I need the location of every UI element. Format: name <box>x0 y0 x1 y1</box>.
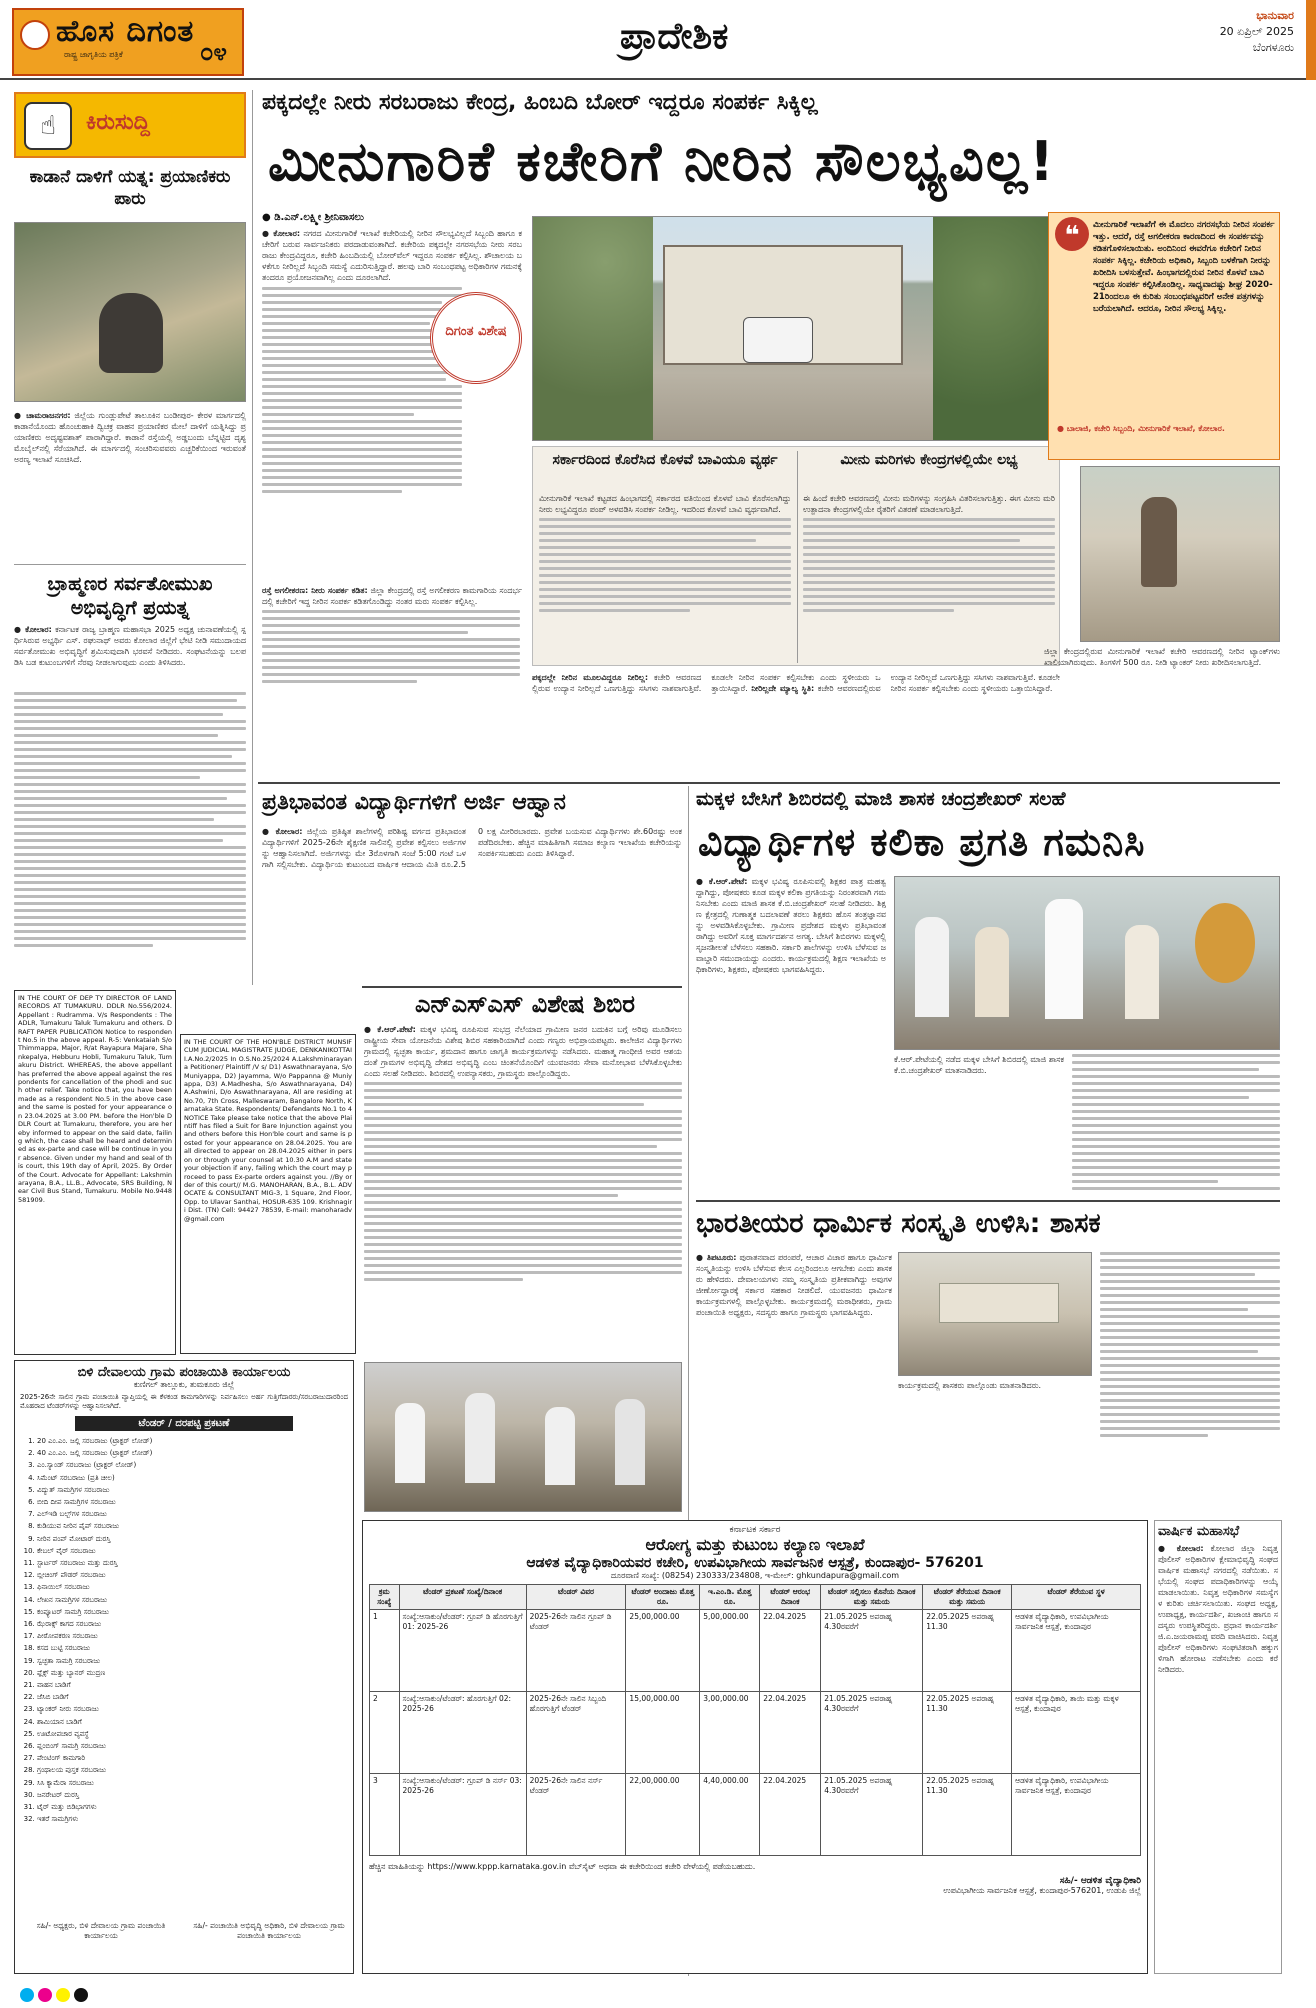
culture-headline: ಭಾರತೀಯರ ಧಾರ್ಮಿಕ ಸಂಸ್ಕೃತಿ ಉಳಿಸಿ: ಶಾಸಕ <box>696 1208 1101 1239</box>
person-figure-nss-2 <box>465 1393 495 1483</box>
date-label: 20 ಏಪ್ರಿಲ್ 2025 <box>1219 25 1294 38</box>
table-cell: 22.04.2025 <box>760 1610 821 1692</box>
lead-body-2 <box>262 585 522 705</box>
portrait-frame <box>1195 903 1255 983</box>
tender-item: 16. ಝೆರಾಕ್ಸ್ ಕಾಗದ ಸರಬರಾಜು <box>37 1618 349 1630</box>
table-cell: 22,00,000.00 <box>626 1774 700 1856</box>
tender-item: 26. ಪ್ಲಂಬಿಂಗ್ ಸಾಮಗ್ರಿ ಸರಬರಾಜು <box>37 1740 349 1752</box>
tender-column-header: ಟೆಂಡರ್ ಸಲ್ಲಿಸಲು ಕೊನೆಯ ದಿನಾಂಕ ಮತ್ತು ಸಮಯ <box>821 1585 923 1610</box>
gp-title: ಬಿಳಿ ದೇವಾಲಯ ಗ್ರಾಮ ಪಂಚಾಯಿತಿ ಕಾರ್ಯಾಲಯ <box>77 1365 291 1380</box>
pratibha-headline: ಪ್ರತಿಭಾವಂತ ವಿದ್ಯಾರ್ಥಿಗಳಿಗೆ ಅರ್ಜಿ ಆಹ್ವಾನ <box>262 790 566 815</box>
stage-figure <box>939 1283 1059 1323</box>
table-cell: 22.04.2025 <box>760 1774 821 1856</box>
brahmana-text: ಕರ್ನಾಟಕ ರಾಜ್ಯ ಬ್ರಾಹ್ಮಣ ಮಹಾಸಭಾ 2025 ಅಧ್ಯಕ್ಷ ಚುನಾವಣೆಯಲ್ಲಿ ಸ್ಪರ್ಧಿಸಿರುವ ಅಭ್ಯರ್ಥಿ ಎಸ್. ರಘುನಾಥ್ ಅವರು ಕೋಲಾರ ಜಿಲ್ಲೆಗೆ ಭೇಟಿ ನೀಡಿ ಸಮುದಾಯದ ಸರ್ವತೋಮುಖ ಅಭಿವೃದ್ಧಿಗೆ ಶ್ರಮಿಸುವುದಾಗಿ ಭರವಸೆ ನೀಡಿದರು. ಸಂಘಟನೆಯನ್ನು ಬಲಪಡಿಸಿ ಬಡ ಕುಟುಂಬಗಳಿಗೆ ನೆರವು ನೀಡಲಾಗುವುದು ಎಂದು ತಿಳಿಸಿದರು. <box>14 625 246 667</box>
table-cell: 2025-26ನೇ ಸಾಲಿನ ನರ್ಸ್ ಟೆಂಡರ್ <box>526 1774 626 1856</box>
tender-item: 27. ಪೇಂಟಿಂಗ್ ಕಾಮಗಾರಿ <box>37 1752 349 1764</box>
lead-body <box>262 228 522 583</box>
table-cell: ಆಡಳಿತ ವೈದ್ಯಾಧಿಕಾರಿ, ಉಪವಿಭಾಗೀಯ ಸಾರ್ವಜನಿಕ ಆಸ್ಪತ್ರೆ, ಕುಂದಾಪುರ <box>1012 1610 1141 1692</box>
gp-sign-2: ಸಹಿ/- ಪಂಚಾಯಿತಿ ಅಭಿವೃದ್ಧಿ ಅಧಿಕಾರಿ, ಬಿಳಿ ದೇವಾಲಯ ಗ್ರಾಮ ಪಂಚಾಯಿತಿ ಕಾರ್ಯಾಲಯ <box>193 1921 345 1940</box>
table-cell: 1 <box>370 1610 400 1692</box>
culture-text-lines <box>1100 1252 1280 1462</box>
gp-sign-1: ಸಹಿ/- ಅಧ್ಯಕ್ಷರು, ಬಿಳಿ ದೇವಾಲಯ ಗ್ರಾಮ ಪಂಚಾಯಿತಿ ಕಾರ್ಯಾಲಯ <box>36 1921 166 1940</box>
black-registration-mark <box>74 1988 88 2002</box>
person-figure-nss-1 <box>395 1403 425 1483</box>
tree-figure-left <box>533 217 653 441</box>
tender-item: 14. ಲೇಖನ ಸಾಮಗ್ರಿಗಳ ಸರಬರಾಜು <box>37 1594 349 1606</box>
education-headline: ವಿದ್ಯಾರ್ಥಿಗಳ ಕಲಿಕಾ ಪ್ರಗತಿ ಗಮನಿಸಿ <box>698 820 1146 864</box>
elephant-photo <box>14 222 246 402</box>
tender-table-header <box>370 1585 1141 1610</box>
box1-headline: ಸರ್ಕಾರದಿಂದ ಕೊರೆಸಿದ ಕೊಳವೆ ಬಾವಿಯೂ ವ್ಯರ್ಥ <box>552 452 778 468</box>
nss-photo <box>364 1362 682 1512</box>
education-body-cont <box>1072 1054 1280 1196</box>
tender-item: 7. ಎಲ್‌ಇಡಿ ಬಲ್ಬ್‌ಗಳ ಸರಬರಾಜು <box>37 1508 349 1520</box>
culture-dateline: ● ತಿಪಟೂರು: <box>696 1253 737 1262</box>
tender-sign: ಸಹಿ/- ಆಡಳಿತ ವೈದ್ಯಾಧಿಕಾರಿ <box>1059 1876 1141 1886</box>
gp-band: ಟೆಂಡರ್ / ದರಪಟ್ಟಿ ಪ್ರಕಟಣೆ <box>75 1416 293 1431</box>
tender-item: 10. ಕೇಬಲ್ ವೈರ್ ಸರಬರಾಜು <box>37 1545 349 1557</box>
education-caption: ಕೆ.ಆರ್.ಪೇಟೆಯಲ್ಲಿ ನಡೆದ ಮಕ್ಕಳ ಬೇಸಿಗೆ ಶಿಬಿರದಲ್ಲಿ ಮಾಜಿ ಶಾಸಕ ಕೆ.ಬಿ.ಚಂದ್ರಶೇಖರ್ ಮಾತನಾಡಿದರು. <box>894 1055 1064 1075</box>
table-cell: 2025-26ನೇ ಸಾಲಿನ ಗ್ರೂಪ್ ಡಿ ಟೆಂಡರ್ <box>526 1610 626 1692</box>
table-cell: 22.05.2025 ಅಪರಾಹ್ನ 11.30 <box>923 1692 1012 1774</box>
brahmana-dateline: ● ಕೋಲಾರ: <box>14 625 52 634</box>
gp-item-list <box>15 1433 353 1826</box>
tender-table-body <box>370 1610 1141 1856</box>
tender-item: 25. ಊಟೋಪಚಾರ ವ್ಯವಸ್ಥೆ <box>37 1728 349 1740</box>
tender-item: 22. ಜೆಸಿಬಿ ಬಾಡಿಗೆ <box>37 1691 349 1703</box>
quote-mark-icon: ❝ <box>1055 217 1089 251</box>
special-badge: ದಿಗಂತ ವಿಶೇಷ <box>430 292 522 384</box>
table-cell: 3,00,000.00 <box>700 1692 760 1774</box>
pratibha-body <box>262 826 682 986</box>
lead-sidebar-boxes <box>532 446 1060 666</box>
tender-office: ಆಡಳಿತ ವೈದ್ಯಾಧಿಕಾರಿಯವರ ಕಚೇರಿ, ಉಪವಿಭಾಗೀಯ ಸಾರ್ವಜನಿಕ ಆಸ್ಪತ್ರೆ, ಕುಂದಾಪುರ- 576201 <box>526 1555 984 1571</box>
lead-sub3: ನೀರಿಲ್ಲದೇ ಮ್ಯಾಲ್ಯ ಸ್ಥಿತಿ: <box>751 684 815 693</box>
tender-item: 8. ಕುಡಿಯುವ ನೀರಿನ ಪೈಪ್ ಸರಬರಾಜು <box>37 1520 349 1532</box>
court-notice-1-text: IN THE COURT OF DEP TY DIRECTOR OF LAND RECORDS AT TUMAKURU. DDLR No.556/2024. Appellant : Rudramma. V/s Respondents : The ADLR, Tumakuru Taluk Tumakuru and others. DRAFT PAPER PUBLICATION Notice to respondent No.5 in the above appeal. R-5: Venkataiah S/o Thimmappa, Major, R/at Rayapura Majare, Shankepalya, Hebburu Hobli, Tumakuru Taluk, Tumakuru District. WHEREAS, the above appellant has preferred the above appeal against the respondents for cancellation of the phodi and such other relief. Take notice that, you have been made as a respondent No.5 in the above case and the same is posted for your appearance on 23.04.2025 at 3.00 PM. before the Hon'ble DDLR Court at Tumakuru, therefore, you are hereby informed to appear on the said date, failing which, the case shall be heard and determined as ex-parte and case will be continue in your absence. Given under my hand and seal of this court, this 19th day of April, 2025. By Order of the Court. Advocate for Appellant: Lakshminarayana, B.A., LL.B., Advocate, SRS Building, Near Civil Bus Stand, Tumakuru. Mobile No.9448581909. <box>18 994 172 1204</box>
speaker-figure <box>1045 899 1083 1019</box>
paper-tagline: ರಾಷ್ಟ್ರ ಜಾಗೃತಿಯ ಪತ್ರಿಕೆ <box>64 50 123 59</box>
tender-item: 4. ಸಿಮೆಂಟ್ ಸರಬರಾಜು (ಪ್ರತಿ ಚೀಲ) <box>37 1472 349 1484</box>
tender-column-header: ಟೆಂಡರ್ ಅಂದಾಜು ಮೊತ್ತ ರೂ. <box>626 1585 700 1610</box>
nss-dateline: ● ಕೆ.ಆರ್.ಪೇಟೆ: <box>364 1025 416 1034</box>
nss-text: ಮಕ್ಕಳ ಭವಿಷ್ಯ ರೂಪಿಸುವ ಸುಭದ್ರ ನೆಲೆಯಾದ ಗ್ರಾಮೀಣ ಜನರ ಬದುಕಿನ ಬಗ್ಗೆ ಅರಿವು ಮೂಡಿಸಲು ರಾಷ್ಟ್ರೀಯ ಸೇವಾ ಯೋಜನೆಯ ವಿಶೇಷ ಶಿಬಿರ ಸಹಕಾರಿಯಾಗಿದೆ ಎಂದು ಗಣ್ಯರು ಅಭಿಪ್ರಾಯಪಟ್ಟರು. ಕಾಲೇಜಿನ ವಿದ್ಯಾರ್ಥಿಗಳು ಗ್ರಾಮದಲ್ಲಿ ಸ್ವಚ್ಛತಾ ಕಾರ್ಯ, ಶ್ರಮದಾನ ಹಾಗೂ ಜಾಗೃತಿ ಕಾರ್ಯಕ್ರಮಗಳನ್ನು ನಡೆಸಿದರು. ಮಹಾತ್ಮ ಗಾಂಧೀಜಿ ಅವರ ಆಶಯದಂತೆ ಗ್ರಾಮಗಳ ಅಭಿವೃದ್ಧಿ ದೇಶದ ಅಭಿವೃದ್ಧಿ ಎಂಬ ಚಿಂತನೆಯೊಂದಿಗೆ ಯುವಜನರು ಸೇವಾ ಮನೋಭಾವ ಬೆಳೆಸಿಕೊಳ್ಳಬೇಕು ಎಂದು ಸಲಹೆ ನೀಡಿದರು. ಶಿಬಿರದಲ್ಲಿ ಉಪನ್ಯಾಸಕರು, ಗ್ರಾಮಸ್ಥರು ಪಾಲ್ಗೊಂಡಿದ್ದರು. <box>364 1025 682 1078</box>
agm-column <box>1154 1520 1282 1974</box>
tender-item: 1. 20 ಎಂ.ಎಂ. ಜಲ್ಲಿ ಸರಬರಾಜು (ಟ್ರಾಕ್ಟರ್ ಲೋಡ್) <box>37 1435 349 1447</box>
lamp-icon <box>20 20 50 50</box>
nss-body <box>364 1024 682 1359</box>
person-figure-2 <box>975 927 1009 1017</box>
lead-dateline: ● ಕೋಲಾರ: <box>262 229 301 238</box>
tender-item: 11. ಸ್ಟಾರ್ಟರ್ ಸರಬರಾಜು ಮತ್ತು ದುರಸ್ತಿ <box>37 1557 349 1569</box>
tender-item: 6. ಬೀದಿ ದೀಪ ಸಾಮಗ್ರಿಗಳ ಸರಬರಾಜು <box>37 1496 349 1508</box>
tender-item: 12. ಬ್ಲೀಚಿಂಗ್ ಪೌಡರ್ ಸರಬರಾಜು <box>37 1569 349 1581</box>
table-cell: 2025-26ನೇ ಸಾಲಿನ ಸಿಬ್ಬಂದಿ ಹೊರಗುತ್ತಿಗೆ ಟೆಂಡರ್ <box>526 1692 626 1774</box>
box1-body <box>539 493 791 663</box>
kiru-suddi-dateline: ● ಚಾಮರಾಜನಗರ: <box>14 411 71 420</box>
pratibha-dateline: ● ಕೋಲಾರ: <box>262 827 303 836</box>
lead-body-3 <box>532 672 1060 782</box>
culture-body-cont <box>1100 1252 1280 1462</box>
culture-photo <box>898 1252 1092 1376</box>
quote-text: ಮೀನುಗಾರಿಕೆ ಇಲಾಖೆಗೆ ಈ ಮೊದಲು ನಗರಸಭೆಯ ನೀರಿನ ಸಂಪರ್ಕ ಇತ್ತು. ಆದರೆ, ರಸ್ತೆ ಅಗಲೀಕರಣ ಕಾರಣದಿಂದ ಈ ಸಂಪರ್ಕವನ್ನು ಕಡಿತಗೊಳಿಸಲಾಯಿತು. ಅಂದಿನಿಂದ ಈವರೆಗೂ ಕಚೇರಿಗೆ ನೀರಿನ ಸಂಪರ್ಕ ಸಿಕ್ಕಿಲ್ಲ. ಕಚೇರಿಯ ಅಧಿಕಾರಿ, ಸಿಬ್ಬಂದಿ ಬಳಕೆಗಾಗಿ ನೀರನ್ನು ಖರೀದಿಸಿ ಬಳಸುತ್ತೇವೆ. ಹಿಂಭಾಗದಲ್ಲಿರುವ ನೀರಿನ ಕೊಳವೆ ಬಾವಿ ಇದ್ದರೂ ಸಂಪರ್ಕ ಕಲ್ಪಿಸಿಕೊಂಡಿಲ್ಲ. ಸಾಧ್ಯವಾದಷ್ಟು ಶೀಘ್ರ 2020-21ರಿಂದಲೂ ಈ ಕುರಿತು ಸಂಬಂಧಪಟ್ಟವರಿಗೆ ಅನೇಕ ಪತ್ರಗಳನ್ನು ಬರೆಯಲಾಗಿದೆ. ಆದರೂ, ನೀರಿನ ಸೌಲಭ್ಯ ಸಿಕ್ಕಿಲ್ಲ. <box>1093 220 1275 314</box>
tender-table <box>369 1584 1141 1856</box>
brahmana-body-cont <box>14 692 246 982</box>
tender-item: 29. ಸಿಸಿ ಕ್ಯಾಮೆರಾ ಸರಬರಾಜು <box>37 1777 349 1789</box>
tender-item: 5. ವಿದ್ಯುತ್ ಸಾಮಗ್ರಿಗಳ ಸರಬರಾಜು <box>37 1484 349 1496</box>
tender-item: 30. ಜನರೇಟರ್ ದುರಸ್ತಿ <box>37 1789 349 1801</box>
table-cell: 21.05.2025 ಅಪರಾಹ್ನ 4.30ರವರೆಗೆ <box>821 1692 923 1774</box>
tender-item: 31. ಟೈರ್ ಮತ್ತು ಬಿಡಿಭಾಗಗಳು <box>37 1801 349 1813</box>
kiru-suddi-label: ಕಿರುಸುದ್ದಿ <box>86 110 150 135</box>
section-title: ಪ್ರಾದೇಶಿಕ <box>620 16 729 57</box>
agm-headline: ವಾರ್ಷಿಕ ಮಹಾಸಭೆ <box>1158 1524 1240 1539</box>
yellow-registration-mark <box>56 1988 70 2002</box>
quote-attribution: ● ಬಾಲಾಜಿ, ಕಚೇರಿ ಸಿಬ್ಬಂದಿ, ಮೀನುಗಾರಿಕೆ ಇಲಾಖೆ, ಕೋಲಾರ. <box>1057 424 1225 433</box>
table-row <box>370 1610 1141 1692</box>
culture-body <box>696 1252 892 1462</box>
magenta-registration-mark <box>38 1988 52 2002</box>
kiru-suddi-banner <box>14 92 246 158</box>
table-cell: 3 <box>370 1774 400 1856</box>
gp-tender-notice <box>14 1360 354 1974</box>
person-figure-nss-3 <box>545 1407 575 1485</box>
kiru-suddi-column <box>14 92 246 692</box>
accent-strip <box>1306 0 1316 80</box>
pratibha-text: ಜಿಲ್ಲೆಯ ಪ್ರತಿಷ್ಠಿತ ಶಾಲೆಗಳಲ್ಲಿ ಪರಿಶಿಷ್ಟ ವರ್ಗದ ಪ್ರತಿಭಾವಂತ ವಿದ್ಯಾರ್ಥಿಗಳಿಗೆ 2025-26ನೇ ಶೈಕ್ಷಣಿಕ ಸಾಲಿನಲ್ಲಿ ಪ್ರವೇಶ ಕಲ್ಪಿಸಲು ಅರ್ಜಿಗಳನ್ನು ಆಹ್ವಾನಿಸಲಾಗಿದೆ. ಅರ್ಜಿಗಳನ್ನು ಮೇ 3ರೊಳಗಾಗಿ ಸಂಜೆ 5:00 ಗಂಟೆ ಒಳಗಾಗಿ ಸಲ್ಲಿಸಬೇಕು. ವಿದ್ಯಾರ್ಥಿಯ ಕುಟುಂಬದ ವಾರ್ಷಿಕ ಆದಾಯ ಮಿತಿ ರೂ.2.50 ಲಕ್ಷ ಮೀರಿರಬಾರದು. ಪ್ರವೇಶ ಬಯಸುವ ವಿದ್ಯಾರ್ಥಿಗಳು ಶೇ.60ರಷ್ಟು ಅಂಕ ಪಡೆದಿರಬೇಕು. ಹೆಚ್ಚಿನ ಮಾಹಿತಿಗಾಗಿ ಸಮಾಜ ಕಲ್ಯಾಣ ಇಲಾಖೆಯ ಕಚೇರಿಯನ್ನು ಸಂಪರ್ಕಿಸಬಹುದು ಎಂದು ತಿಳಿಸಿದ್ದಾರೆ. <box>262 827 682 869</box>
table-cell: 21.05.2025 ಅಪರಾಹ್ನ 4.30ರವರೆಗೆ <box>821 1610 923 1692</box>
court-notice-2-text: IN THE COURT OF THE HON'BLE DISTRICT MUNSIF CUM JUDICIAL MAGISTRATE JUDGE, DENKANIKOTTAI I.A.No.2/2025 In O.S.No.25/2024 A.Lakshminarayana Petitioner/ Plaintiff /V s/ D1) Aswathnarayana, S/o Muniyappa, D2) Jayamma, W/o Pappanna @ Muniyappa, D3) A.Madhesha, S/o Aswathnarayana, D4) A.Ashwini, D/o Aswathnarayana, All are residing at No.70, 7th Cross, Malleswaram, Bangalore North, Karnataka State. Respondents/ Defendants No.1 to 4 NOTICE Take please take notice that the above Plaintiff has filed a Suit for Bare Injunction against you and others before this Hon'ble court and same is posted for your appearance on 28.04.2025. You are all directed to appear on 28.04.2025 either in person or through your counsel at 10.30 A.M and state your objection if any, failing which the court may proceed to pass Ex-parte orders against you. //By order of this court// M.G. MANOHARAN, B.A., B.L. ADVOCATE & CONSULTANT MIG-3, 1 Square, 2nd Floor, Opp. to Ulavar Santhai, HOSUR-635 109. Krishnagiri Dist. (TN) Cell: 94427 78539, E-mail: manoharadv@gmail.com <box>184 1038 352 1223</box>
table-cell: 2 <box>370 1692 400 1774</box>
lead-subhead: ರಸ್ತೆ ಅಗಲೀಕರಣ: ನೀರು ಸಂಪರ್ಕ ಕಡಿತ: <box>262 586 368 595</box>
table-row <box>370 1692 1141 1774</box>
tender-item: 9. ನೀರಿನ ಪಂಪ್ ಮೋಟಾರ್ ದುರಸ್ತಿ <box>37 1533 349 1545</box>
nss-text-lines <box>364 1082 682 1292</box>
masthead <box>0 0 1316 80</box>
cyan-registration-mark <box>20 1988 34 2002</box>
box1-text: ಮೀನುಗಾರಿಕೆ ಇಲಾಖೆ ಕಟ್ಟಡದ ಹಿಂಭಾಗದಲ್ಲಿ ಸರ್ಕಾರದ ವತಿಯಿಂದ ಕೊಳವೆ ಬಾವಿ ಕೊರೆಸಲಾಗಿದ್ದು ನೀರು ಲಭ್ಯವಿದ್ದರೂ ಪಂಪ್ ಅಳವಡಿಸಿ ಸಂಪರ್ಕ ನೀಡಿಲ್ಲ. ಇದರಿಂದ ಕೊಳವೆ ಬಾವಿ ವ್ಯರ್ಥವಾಗಿದೆ. <box>539 494 791 514</box>
kiru-suddi-headline: ಕಾಡಾನೆ ದಾಳಿಗೆ ಯತ್ನ: ಪ್ರಯಾಣಿಕರು ಪಾರು <box>29 167 231 209</box>
page-number: ೦೪ <box>200 38 227 66</box>
lead-text-3: ಕಚೇರಿ ಆವರಣದಲ್ಲಿರುವ ಉದ್ಯಾನ ನೀರಿಲ್ಲದೆ ಒಣಗುತ್ತಿದ್ದು ಸಸಿಗಳು ನಾಶವಾಗುತ್ತಿವೆ. ಕೂಡಲೇ ನೀರಿನ ಸಂಪರ್ಕ ಕಲ್ಪಿಸಬೇಕು ಎಂದು ಸ್ಥಳೀಯರು ಒತ್ತಾಯಿಸಿದ್ದಾರೆ. <box>532 673 881 693</box>
education-kicker: ಮಕ್ಕಳ ಬೇಸಿಗೆ ಶಿಬಿರದಲ್ಲಿ ಮಾಜಿ ಶಾಸಕ ಚಂದ್ರಶೇಖರ್ ಸಲಹೆ <box>696 788 1066 810</box>
box2-lines <box>803 518 1055 628</box>
tender-footer-note: ಹೆಚ್ಚಿನ ಮಾಹಿತಿಯನ್ನು https://www.kppp.karnataka.gov.in ವೆಬ್‌ಸೈಟ್ ಅಥವಾ ಈ ಕಚೇರಿಯಿಂದ ಕಚೇರಿ ವೇಳೆಯಲ್ಲಿ ಪಡೆಯಬಹುದು. <box>369 1862 756 1871</box>
table-cell: 22.05.2025 ಅಪರಾಹ್ನ 11.30 <box>923 1774 1012 1856</box>
tender-column-header: ಟೆಂಡರ್ ತೆರೆಯುವ ಸ್ಥಳ <box>1012 1585 1141 1610</box>
agm-body <box>1158 1543 1278 1967</box>
tender-dept: ಆರೋಗ್ಯ ಮತ್ತು ಕುಟುಂಬ ಕಲ್ಯಾಣ ಇಲಾಖೆ <box>645 1535 865 1554</box>
table-cell: 22.04.2025 <box>760 1692 821 1774</box>
tender-column-header: ಇ.ಎಂ.ಡಿ. ಮೊತ್ತ ರೂ. <box>700 1585 760 1610</box>
culture-caption: ಕಾರ್ಯಕ್ರಮದಲ್ಲಿ ಶಾಸಕರು ಪಾಲ್ಗೊಂಡು ಮಾತನಾಡಿದರು. <box>898 1381 1042 1390</box>
table-cell: ಸಂಖ್ಯೆ:ಆಸಾಕುಂ/ಟೆಂಡರ್: ಗ್ರೂಪ್ ಡಿ ನರ್ಸ್ 03: 2025-26 <box>399 1774 526 1856</box>
hand-icon: ☝ <box>24 102 72 150</box>
tender-sign-2: ಉಪವಿಭಾಗೀಯ ಸಾರ್ವಜನಿಕ ಆಸ್ಪತ್ರೆ, ಕುಂದಾಪುರ-576201, ಉಡುಪಿ ಜಿಲ್ಲೆ <box>943 1886 1141 1895</box>
tender-column-header: ಟೆಂಡರ್ ವಿವರ <box>526 1585 626 1610</box>
tender-item: 23. ಟ್ಯಾಂಕರ್ ನೀರು ಸರಬರಾಜು <box>37 1703 349 1715</box>
lead-headline: ಮೀನುಗಾರಿಕೆ ಕಚೇರಿಗೆ ನೀರಿನ ಸೌಲಭ್ಯವಿಲ್ಲ! <box>268 130 1056 193</box>
person-figure-1 <box>915 917 949 1017</box>
lead-byline: ● ಡಿ.ಎನ್.ಲಕ್ಷ್ಮೀ ಶ್ರೀನಿವಾಸಲು <box>262 212 364 223</box>
agm-dateline: ● ಕೋಲಾರ: <box>1158 1544 1204 1553</box>
lead-kicker: ಪಕ್ಕದಲ್ಲೇ ನೀರು ಸರಬರಾಜು ಕೇಂದ್ರ, ಹಿಂಬದಿ ಬೋರ್ ಇದ್ದರೂ ಸಂಪರ್ಕ ಸಿಕ್ಕಿಲ್ಲ <box>262 90 818 115</box>
education-photo <box>894 876 1280 1050</box>
tank-caption: ಜಿಲ್ಲಾ ಕೇಂದ್ರದಲ್ಲಿರುವ ಮೀನುಗಾರಿಕೆ ಇಲಾಖೆ ಕಚೇರಿ ಆವರಣದಲ್ಲಿ ನೀರಿನ ಟ್ಯಾಂಕ್‌ಗಳು ಖಾಲಿಯಾಗಿರುವುದು. ತಿಂಗಳಿಗೆ 500 ರೂ. ನೀಡಿ ಟ್ಯಾಂಕರ್ ನೀರು ಖರೀದಿಸಲಾಗುತ್ತಿದೆ. <box>1044 647 1280 667</box>
tender-column-header: ಟೆಂಡರ್ ಪ್ರಕಟಣೆ ಸಂಖ್ಯೆ/ದಿನಾಂಕ <box>399 1585 526 1610</box>
tender-column-header: ಟೆಂಡರ್ ಆರಂಭ ದಿನಾಂಕ <box>760 1585 821 1610</box>
tender-item: 20. ಫ್ಲೆಕ್ಸ್ ಮತ್ತು ಬ್ಯಾನರ್ ಮುದ್ರಣ <box>37 1667 349 1679</box>
education-dateline: ● ಕೆ.ಆರ್.ಪೇಟೆ: <box>696 877 748 886</box>
nss-headline: ಎನ್‌ಎಸ್‌ಎಸ್ ವಿಶೇಷ ಶಿಬಿರ <box>415 990 635 1018</box>
lead-text: ನಗರದ ಮೀನುಗಾರಿಕೆ ಇಲಾಖೆ ಕಚೇರಿಯಲ್ಲಿ ನೀರಿನ ಸೌಲಭ್ಯವಿಲ್ಲದೆ ಸಿಬ್ಬಂದಿ ಹಾಗೂ ಕಚೇರಿಗೆ ಬರುವ ಸಾರ್ವಜನಿಕರು ಪರದಾಡುವಂತಾಗಿದೆ. ಕಚೇರಿಯ ಪಕ್ಕದಲ್ಲೇ ನಗರಸಭೆಯ ನೀರು ಸರಬರಾಜು ಕೇಂದ್ರವಿದ್ದರೂ, ಕಚೇರಿ ಹಿಂಬದಿಯಲ್ಲಿ ಬೋರ್‌ವೆಲ್ ಇದ್ದರೂ ಸಂಪರ್ಕ ಕಲ್ಪಿಸಿಲ್ಲ. ಶೌಚಾಲಯ ಬಳಕೆಗೂ ನೀರಿಲ್ಲದೆ ಸಿಬ್ಬಂದಿ ಸಮಸ್ಯೆ ಎದುರಿಸುತ್ತಿದ್ದಾರೆ. ಹಲವು ಬಾರಿ ಸಂಬಂಧಪಟ್ಟ ಅಧಿಕಾರಿಗಳ ಗಮನಕ್ಕೆ ತಂದರೂ ಪ್ರಯೋಜನವಾಗಿಲ್ಲ ಎಂದು ದೂರಲಾಗಿದೆ. <box>262 229 522 282</box>
lead-text-lines-2 <box>262 610 520 690</box>
tender-item: 32. ಇತರೆ ಸಾಮಗ್ರಿಗಳು <box>37 1813 349 1825</box>
tender-item: 15. ಕಂಪ್ಯೂಟರ್ ಸಾಮಗ್ರಿ ಸರಬರಾಜು <box>37 1606 349 1618</box>
gp-intro: 2025-26ನೇ ಸಾಲಿನ ಗ್ರಾಮ ಪಂಚಾಯಿತಿ ವ್ಯಾಪ್ತಿಯಲ್ಲಿ ಈ ಕೆಳಕಂಡ ಕಾಮಗಾರಿಗಳನ್ನು ನಿರ್ವಹಿಸಲು ಅರ್ಹ ಗುತ್ತಿಗೆದಾರರು/ಸರಬರಾಜುದಾರರಿಂದ ಮೊಹರಾದ ಟೆಂಡರ್‌ಗಳನ್ನು ಆಹ್ವಾನಿಸಲಾಗಿದೆ. <box>20 1393 348 1410</box>
elephant-figure <box>99 293 163 373</box>
box2-body <box>803 493 1055 663</box>
table-cell: 4,40,000.00 <box>700 1774 760 1856</box>
brahmana-text-lines <box>14 692 246 982</box>
quote-box <box>1048 212 1280 460</box>
city-label: ಬೆಂಗಳೂರು <box>1252 41 1294 54</box>
tender-item: 24. ಶಾಮಿಯಾನ ಬಾಡಿಗೆ <box>37 1716 349 1728</box>
tender-item: 2. 40 ಎಂ.ಎಂ. ಜಲ್ಲಿ ಸರಬರಾಜು (ಟ್ರಾಕ್ಟರ್ ಲೋಡ್) <box>37 1447 349 1459</box>
person-figure-3 <box>1125 925 1159 1019</box>
paper-name: ಹೊಸ ದಿಗಂತ <box>56 14 195 49</box>
tender-column-header: ಟೆಂಡರ್ ತೆರೆಯುವ ದಿನಾಂಕ ಮತ್ತು ಸಮಯ <box>923 1585 1012 1610</box>
tender-item: 3. ಎಂ.ಸ್ಯಾಂಡ್ ಸರಬರಾಜು (ಟ್ರಾಕ್ಟರ್ ಲೋಡ್) <box>37 1459 349 1471</box>
tender-item: 19. ಸ್ವಚ್ಛತಾ ಸಾಮಗ್ರಿ ಸರಬರಾಜು <box>37 1655 349 1667</box>
education-text-lines <box>1072 1054 1280 1196</box>
table-cell: ಸಂಖ್ಯೆ:ಆಸಾಕುಂ/ಟೆಂಡರ್: ಹೊರಗುತ್ತಿಗೆ 02: 2025-26 <box>399 1692 526 1774</box>
day-label: ಭಾನುವಾರ <box>1256 9 1294 22</box>
table-cell: ಆಡಳಿತ ವೈದ್ಯಾಧಿಕಾರಿ, ಉಪವಿಭಾಗೀಯ ಸಾರ್ವಜನಿಕ ಆಸ್ಪತ್ರೆ, ಕುಂದಾಪುರ <box>1012 1774 1141 1856</box>
tender-column-header: ಕ್ರಮ ಸಂಖ್ಯೆ <box>370 1585 400 1610</box>
culture-text: ಪುರಾತನವಾದ ಪರಂಪರೆ, ಆಚಾರ ವಿಚಾರ ಹಾಗೂ ಧಾರ್ಮಿಕ ಸಂಸ್ಕೃತಿಯನ್ನು ಉಳಿಸಿ ಬೆಳೆಸುವ ಕೆಲಸ ಎಲ್ಲರಿಂದಲೂ ಆಗಬೇಕು ಎಂದು ಶಾಸಕರು ಹೇಳಿದರು. ದೇವಾಲಯಗಳು ನಮ್ಮ ಸಂಸ್ಕೃತಿಯ ಪ್ರತೀಕವಾಗಿದ್ದು ಅವುಗಳ ಜೀರ್ಣೋದ್ಧಾರಕ್ಕೆ ಸರ್ಕಾರ ಸಹಕಾರ ನೀಡಲಿದೆ. ಯುವಜನರು ಧಾರ್ಮಿಕ ಕಾರ್ಯಕ್ರಮಗಳಲ್ಲಿ ಪಾಲ್ಗೊಳ್ಳಬೇಕು. ಕಾರ್ಯಕ್ರಮದಲ್ಲಿ ಮಠಾಧೀಶರು, ಗ್ರಾಮ ಪಂಚಾಯಿತಿ ಅಧ್ಯಕ್ಷರು, ಸದಸ್ಯರು ಹಾಗೂ ಗ್ರಾಮಸ್ಥರು ಭಾಗವಹಿಸಿದ್ದರು. <box>696 1253 892 1317</box>
agm-text: ಕೋಲಾರ ಜಿಲ್ಲಾ ನಿವೃತ್ತ ಪೊಲೀಸ್ ಅಧಿಕಾರಿಗಳ ಕ್ಷೇಮಾಭಿವೃದ್ಧಿ ಸಂಘದ ವಾರ್ಷಿಕ ಮಹಾಸಭೆ ನಗರದಲ್ಲಿ ನಡೆಯಿತು. ಸಭೆಯಲ್ಲಿ ಸಂಘದ ಪದಾಧಿಕಾರಿಗಳನ್ನು ಆಯ್ಕೆ ಮಾಡಲಾಯಿತು. ನಿವೃತ್ತ ಅಧಿಕಾರಿಗಳ ಸಮಸ್ಯೆಗಳ ಕುರಿತು ಚರ್ಚಿಸಲಾಯಿತು. ಸಂಘದ ಅಧ್ಯಕ್ಷ, ಉಪಾಧ್ಯಕ್ಷ, ಕಾರ್ಯದರ್ಶಿ, ಖಜಾಂಚಿ ಹಾಗೂ ಸದಸ್ಯರು ಉಪಸ್ಥಿತರಿದ್ದರು. ಪ್ರಧಾನ ಕಾರ್ಯದರ್ಶಿ ಜಿ.ಎ.ಜಯರಾಮಪ್ಪ ವರದಿ ವಾಚಿಸಿದರು. ನಿವೃತ್ತ ಪೊಲೀಸ್ ಅಧಿಕಾರಿಗಳು ಸಂಘಟಿತರಾಗಿ ಹಕ್ಕುಗಳಿಗಾಗಿ ಹೋರಾಟ ನಡೆಸಬೇಕು ಎಂದು ಕರೆ ನೀಡಿದರು. <box>1158 1544 1278 1674</box>
tender-item: 13. ಫಿನಾಯಿಲ್ ಸರಬರಾಜು <box>37 1581 349 1593</box>
education-body <box>696 876 886 1196</box>
tender-govt: ಕರ್ನಾಟಕ ಸರ್ಕಾರ <box>729 1525 781 1535</box>
court-notice-2 <box>180 1034 356 1354</box>
dateline <box>1220 8 1294 56</box>
table-cell: ಸಂಖ್ಯೆ:ಆಸಾಕುಂ/ಟೆಂಡರ್: ಗ್ರೂಪ್ ಡಿ ಹೊರಗುತ್ತಿಗೆ 01: 2025-26 <box>399 1610 526 1692</box>
table-cell: 25,00,000.00 <box>626 1610 700 1692</box>
tender-item: 17. ಪೀಠೋಪಕರಣ ಸರಬರಾಜು <box>37 1630 349 1642</box>
table-cell: 15,00,000.00 <box>626 1692 700 1774</box>
court-notice-1 <box>14 990 176 1355</box>
gp-subtitle: ಕುಣಿಗಲ್ ತಾಲ್ಲೂಕು, ತುಮಕೂರು ಜಿಲ್ಲೆ <box>133 1380 235 1389</box>
tree-figure <box>933 217 1060 441</box>
tender-item: 18. ಕಸದ ಬುಟ್ಟಿ ಸರಬರಾಜು <box>37 1642 349 1654</box>
tender-contact: ದೂರವಾಣಿ ಸಂಖ್ಯೆ: (08254) 230333/234808, ಇ-ಮೇಲ್: ghkundapura@gmail.com <box>610 1571 900 1580</box>
table-cell: 22.05.2025 ಅಪರಾಹ್ನ 11.30 <box>923 1610 1012 1692</box>
brahmana-headline: ಬ್ರಾಹ್ಮಣರ ಸರ್ವತೋಮುಖ ಅಭಿವೃದ್ಧಿಗೆ ಪ್ರಯತ್ನ <box>47 573 213 619</box>
lead-sub2: ಪಕ್ಕದಲ್ಲೇ ನೀರಿನ ಮೂಲವಿದ್ದರೂ ನೀರಿಲ್ಲ: <box>532 673 649 682</box>
kiru-suddi-body <box>14 410 246 560</box>
box2-headline: ಮೀನು ಮರಿಗಳು ಕೇಂದ್ರಗಳಲ್ಲಿಯೇ ಲಭ್ಯ <box>840 452 1018 468</box>
box2-text: ಈ ಹಿಂದೆ ಕಚೇರಿ ಆವರಣದಲ್ಲಿ ಮೀನು ಮರಿಗಳನ್ನು ಸಂಗ್ರಹಿಸಿ ವಿತರಿಸಲಾಗುತ್ತಿತ್ತು. ಈಗ ಮೀನು ಮರಿ ಉತ್ಪಾದನಾ ಕೇಂದ್ರಗಳಲ್ಲಿಯೇ ರೈತರಿಗೆ ವಿತರಣೆ ಮಾಡಲಾಗುತ್ತಿದೆ. <box>803 494 1055 514</box>
box1-lines <box>539 518 791 628</box>
person-figure-nss-4 <box>615 1399 645 1485</box>
table-row <box>370 1774 1141 1856</box>
kiru-suddi-text: ಜಿಲ್ಲೆಯ ಗುಂಡ್ಲುಪೇಟೆ ತಾಲೂಕಿನ ಬಂಡೀಪುರ- ಕೇರಳ ಮಾರ್ಗದಲ್ಲಿ ಕಾಡಾನೆಯೊಂದು ಹೊಂಚುಹಾಕಿ ದ್ವಿಚಕ್ರ ವಾಹನ ಪ್ರಯಾಣಿಕರ ಮೇಲೆ ದಾಳಿಗೆ ಯತ್ನಿಸಿದ್ದು ಪ್ರಯಾಣಿಕರು ಅದೃಷ್ಟವಶಾತ್ ಪಾರಾಗಿದ್ದಾರೆ. ಕಾಡಾನೆ ರಸ್ತೆಯಲ್ಲಿ ಅಡ್ಡಬಂದು ಬೆನ್ನಟ್ಟಿದ ದೃಶ್ಯ ಮೊಬೈಲ್‌ನಲ್ಲಿ ಸೆರೆಯಾಗಿದೆ. ಈ ಮಾರ್ಗದಲ್ಲಿ ಸಂಚರಿಸುವವರು ಎಚ್ಚರಿಕೆಯಿಂದ ಇರುವಂತೆ ಅರಣ್ಯ ಇಲಾಖೆ ಸೂಚಿಸಿದೆ. <box>14 411 246 464</box>
office-photo <box>532 216 1060 441</box>
lead-text-2: ಜಿಲ್ಲಾ ಕೇಂದ್ರದಲ್ಲಿ ರಸ್ತೆ ಅಗಲೀಕರಣ ಕಾಮಗಾರಿಯ ಸಂದರ್ಭದಲ್ಲಿ ಕಚೇರಿಗೆ ಇದ್ದ ನೀರಿನ ಸಂಪರ್ಕ ಕಡಿತಗೊಂಡಿದ್ದು ನಂತರ ಮರು ಸಂಪರ್ಕ ಕಲ್ಪಿಸಿಲ್ಲ. <box>262 586 522 606</box>
health-tender-notice <box>362 1520 1148 1974</box>
tender-item: 21. ವಾಹನ ಬಾಡಿಗೆ <box>37 1679 349 1691</box>
tender-item: 28. ಗ್ರಂಥಾಲಯ ಪುಸ್ತಕ ಸರಬರಾಜು <box>37 1764 349 1776</box>
lead-text-4: ಕಚೇರಿ ಆವರಣದಲ್ಲಿರುವ ಉದ್ಯಾನ ನೀರಿಲ್ಲದೆ ಒಣಗುತ್ತಿದ್ದು ಸಸಿಗಳು ನಾಶವಾಗುತ್ತಿವೆ. ಕೂಡಲೇ ನೀರಿನ ಸಂಪರ್ಕ ಕಲ್ಪಿಸಬೇಕು ಎಂದು ಸ್ಥಳೀಯರು ಒತ್ತಾಯಿಸಿದ್ದಾರೆ. <box>817 673 1060 693</box>
table-cell: 5,00,000.00 <box>700 1610 760 1692</box>
person-figure <box>1141 497 1177 587</box>
jeep-figure <box>743 317 813 363</box>
brahmana-body <box>14 624 246 692</box>
education-text: ಮಕ್ಕಳ ಭವಿಷ್ಯ ರೂಪಿಸುವಲ್ಲಿ ಶಿಕ್ಷಕರ ಪಾತ್ರ ಮಹತ್ವದ್ದಾಗಿದ್ದು, ಪೋಷಕರು ಕೂಡ ಮಕ್ಕಳ ಕಲಿಕಾ ಪ್ರಗತಿಯನ್ನು ನಿರಂತರವಾಗಿ ಗಮನಿಸಬೇಕು ಎಂದು ಮಾಜಿ ಶಾಸಕ ಕೆ.ಬಿ.ಚಂದ್ರಶೇಖರ್ ಸಲಹೆ ನೀಡಿದರು. ಶಿಕ್ಷಣ ಕ್ಷೇತ್ರದಲ್ಲಿ ಗುಣಾತ್ಮಕ ಬದಲಾವಣೆ ತರಲು ಶಿಕ್ಷಕರು ಹೊಸ ತಂತ್ರಜ್ಞಾನವನ್ನು ಅಳವಡಿಸಿಕೊಳ್ಳಬೇಕು. ಗ್ರಾಮೀಣ ಪ್ರದೇಶದ ಮಕ್ಕಳು ಪ್ರತಿಭಾವಂತರಾಗಿದ್ದು ಅವರಿಗೆ ಸೂಕ್ತ ಮಾರ್ಗದರ್ಶನ ಅಗತ್ಯ. ಬೇಸಿಗೆ ಶಿಬಿರಗಳು ಮಕ್ಕಳಲ್ಲಿ ಸೃಜನಶೀಲತೆ ಬೆಳೆಸಲು ಸಹಕಾರಿ. ಸರ್ಕಾರಿ ಶಾಲೆಗಳನ್ನು ಉಳಿಸಿ ಬೆಳೆಸುವ ಜವಾಬ್ದಾರಿ ಸಮುದಾಯದ್ದು ಎಂದರು. ಕಾರ್ಯಕ್ರಮದಲ್ಲಿ ಶಿಕ್ಷಣ ಇಲಾಖೆಯ ಅಧಿಕಾರಿಗಳು, ಶಿಕ್ಷಕರು, ಪೋಷಕರು ಭಾಗವಹಿಸಿದ್ದರು. <box>696 877 886 974</box>
tank-photo <box>1080 466 1280 642</box>
table-cell: ಆಡಳಿತ ವೈದ್ಯಾಧಿಕಾರಿ, ತಾಯಿ ಮತ್ತು ಮಕ್ಕಳ ಆಸ್ಪತ್ರೆ, ಕುಂದಾಪುರ <box>1012 1692 1141 1774</box>
table-cell: 21.05.2025 ಅಪರಾಹ್ನ 4.30ರವರೆಗೆ <box>821 1774 923 1856</box>
